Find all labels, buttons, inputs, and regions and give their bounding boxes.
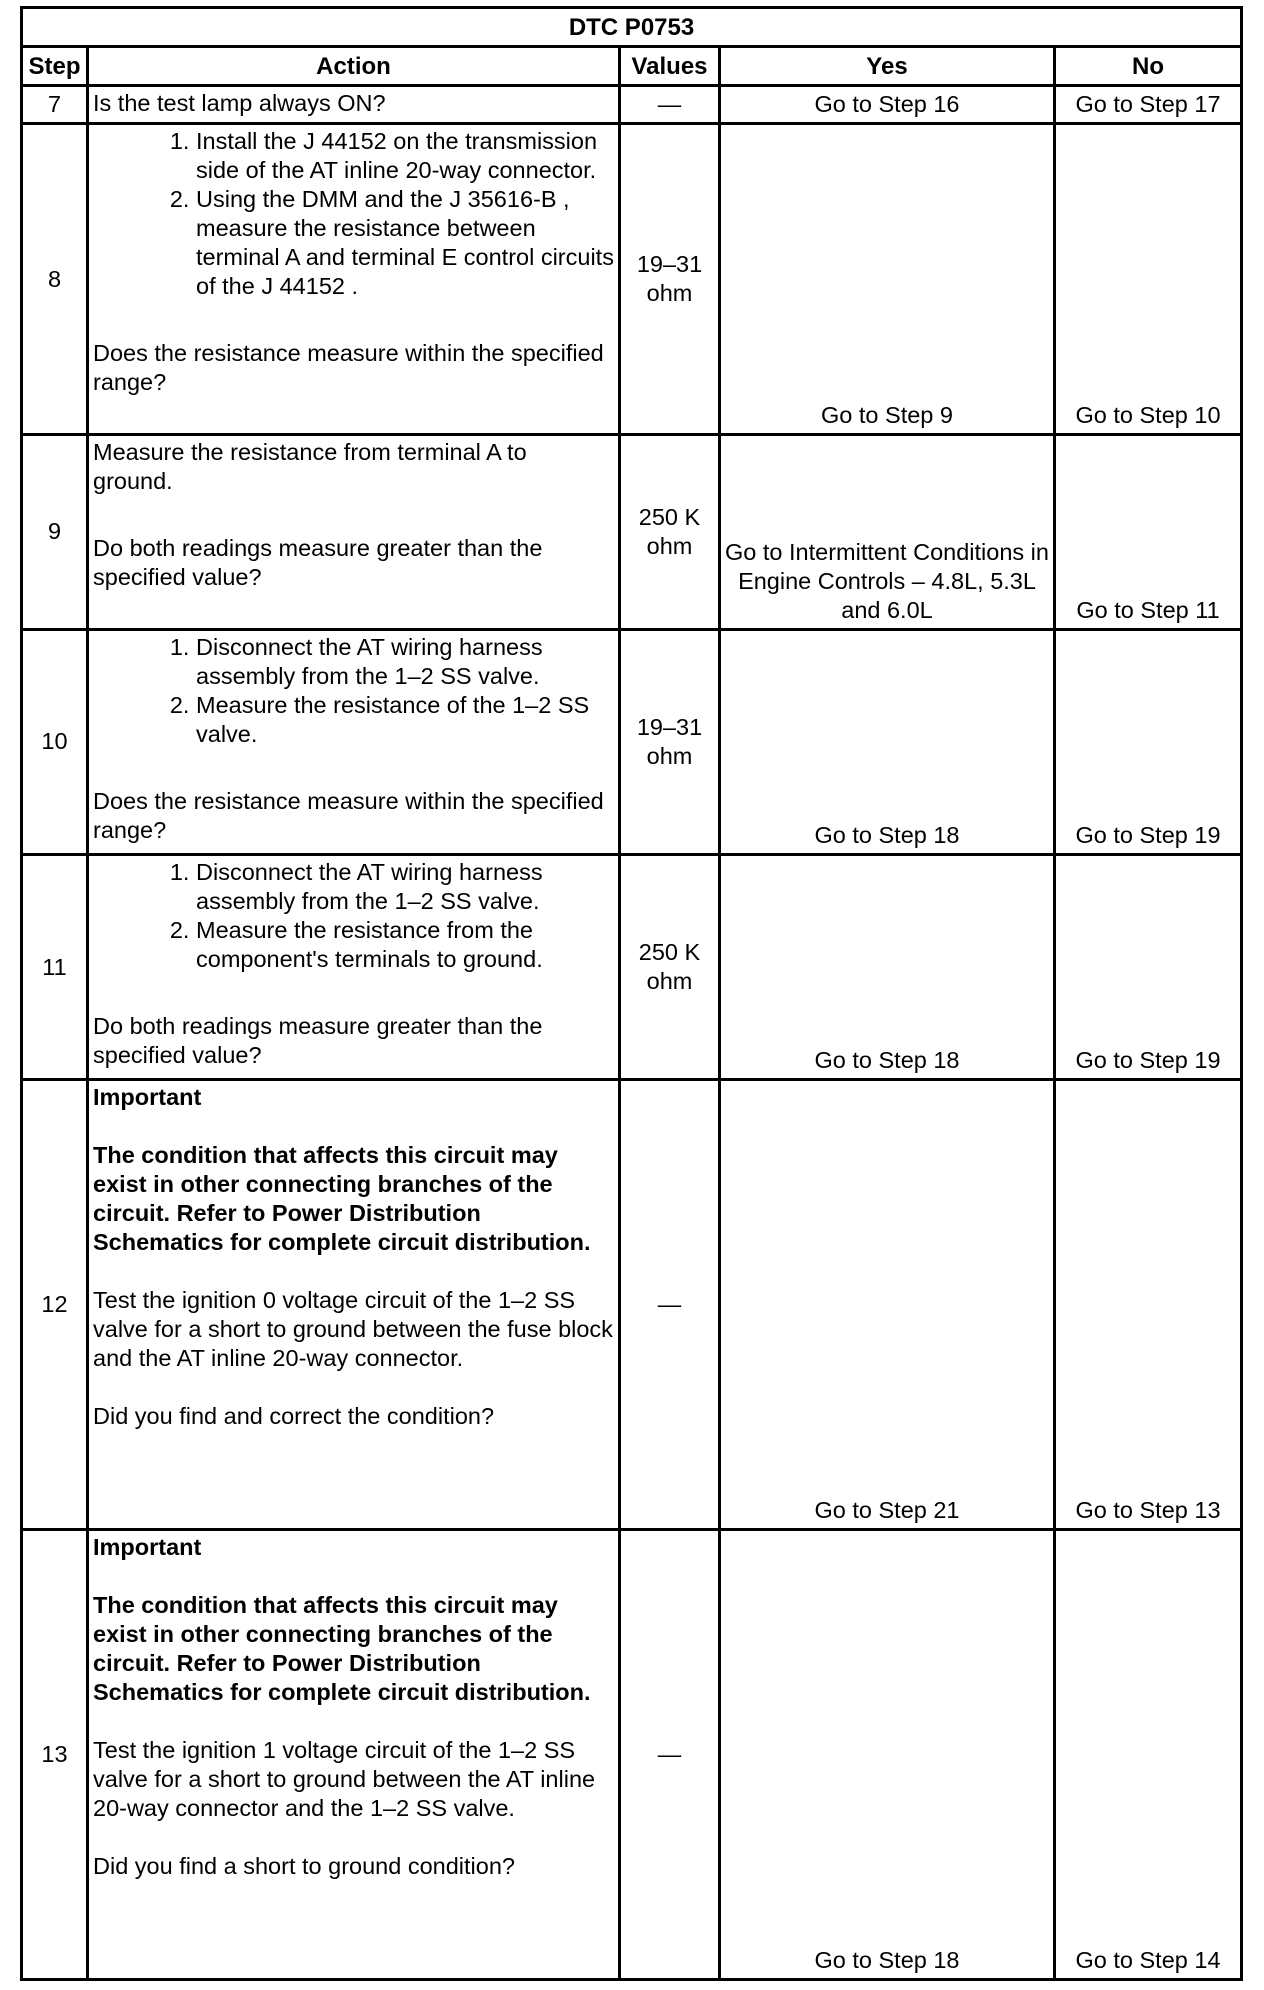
important-label: Important	[93, 1084, 202, 1111]
no-link[interactable]: Go to Step 10	[1055, 124, 1242, 434]
values-cell: 250 K ohm	[620, 434, 720, 629]
table-title: DTC P0753	[22, 8, 1242, 47]
yes-link[interactable]: Go to Step 18	[720, 629, 1055, 854]
action-cell	[88, 855, 620, 1080]
yes-link[interactable]: Go to Intermittent Conditions in Engine Controls – 4.8L, 5.3L and 6.0L	[720, 434, 1055, 629]
important-warning: The condition that affects this circuit may exist in other connecting branches of the circuit. Refer to Power Distribution Schematics for complete circuit distribution.	[93, 1592, 591, 1706]
action-step: 1. Disconnect the AT wiring harness assembly from the 1–2 SS valve.	[196, 858, 614, 916]
step-number: 12	[22, 1080, 88, 1530]
table-row	[22, 1530, 1242, 1980]
action-cell	[88, 629, 620, 854]
action-question: Do both readings measure greater than the specified value?	[93, 1013, 543, 1069]
action-text: Is the test lamp always ON?	[88, 86, 620, 124]
action-cell	[88, 1080, 620, 1530]
table-row	[22, 124, 1242, 434]
important-warning: The condition that affects this circuit may exist in other connecting branches of the circuit. Refer to Power Distribution Schematics for complete circuit distribution.	[93, 1142, 591, 1256]
action-step: 2. Measure the resistance from the component's terminals to ground.	[196, 916, 614, 974]
no-link[interactable]: Go to Step 14	[1055, 1530, 1242, 1980]
yes-link[interactable]: Go to Step 18	[720, 1530, 1055, 1980]
action-steps	[93, 858, 614, 974]
action-text: Test the ignition 1 voltage circuit of the 1–2 SS valve for a short to ground between the AT inline 20-way connector and the 1–2 SS valve.	[93, 1737, 596, 1822]
no-link[interactable]: Go to Step 19	[1055, 855, 1242, 1080]
header-step: Step	[22, 47, 88, 86]
action-text: Test the ignition 0 voltage circuit of the 1–2 SS valve for a short to ground between the fuse block and the AT inline 20-way connector.	[93, 1287, 613, 1372]
step-number: 10	[22, 629, 88, 854]
values-cell: —	[620, 1080, 720, 1530]
step-number: 13	[22, 1530, 88, 1980]
important-label: Important	[93, 1534, 202, 1561]
action-cell	[88, 124, 620, 434]
action-question: Did you find a short to ground condition?	[93, 1853, 515, 1880]
header-row	[22, 47, 1242, 86]
action-question: Do both readings measure greater than the specified value?	[93, 534, 543, 590]
values-cell: —	[620, 1530, 720, 1980]
action-question: Does the resistance measure within the specified range?	[93, 787, 604, 843]
action-steps	[93, 633, 614, 749]
table-row	[22, 86, 1242, 124]
table-row	[22, 1080, 1242, 1530]
header-values: Values	[620, 47, 720, 86]
yes-link[interactable]: Go to Step 9	[720, 124, 1055, 434]
step-number: 11	[22, 855, 88, 1080]
step-number: 7	[22, 86, 88, 124]
action-question: Did you find and correct the condition?	[93, 1403, 495, 1430]
header-no: No	[1055, 47, 1242, 86]
no-link[interactable]: Go to Step 11	[1055, 434, 1242, 629]
yes-link[interactable]: Go to Step 21	[720, 1080, 1055, 1530]
action-step: 1. Disconnect the AT wiring harness assembly from the 1–2 SS valve.	[196, 633, 614, 691]
no-link[interactable]: Go to Step 17	[1055, 86, 1242, 124]
action-step: 2. Using the DMM and the J 35616-B , measure the resistance between terminal A and terminal E control circuits of the J 44152 .	[196, 185, 614, 301]
header-action: Action	[88, 47, 620, 86]
values-cell: 250 K ohm	[620, 855, 720, 1080]
values-cell: 19–31 ohm	[620, 629, 720, 854]
no-link[interactable]: Go to Step 13	[1055, 1080, 1242, 1530]
action-steps	[93, 127, 614, 301]
dtc-table	[20, 6, 1243, 1981]
yes-link[interactable]: Go to Step 16	[720, 86, 1055, 124]
action-question: Does the resistance measure within the specified range?	[93, 340, 604, 396]
values-cell: —	[620, 86, 720, 124]
header-yes: Yes	[720, 47, 1055, 86]
action-cell	[88, 434, 620, 629]
step-number: 8	[22, 124, 88, 434]
action-cell	[88, 1530, 620, 1980]
action-text: Measure the resistance from terminal A to ground.	[93, 438, 527, 494]
action-step: 1. Install the J 44152 on the transmission side of the AT inline 20-way connector.	[196, 127, 614, 185]
action-step: 2. Measure the resistance of the 1–2 SS valve.	[196, 691, 614, 749]
table-row	[22, 855, 1242, 1080]
step-number: 9	[22, 434, 88, 629]
table-row	[22, 629, 1242, 854]
no-link[interactable]: Go to Step 19	[1055, 629, 1242, 854]
values-cell: 19–31 ohm	[620, 124, 720, 434]
table-row	[22, 434, 1242, 629]
yes-link[interactable]: Go to Step 18	[720, 855, 1055, 1080]
